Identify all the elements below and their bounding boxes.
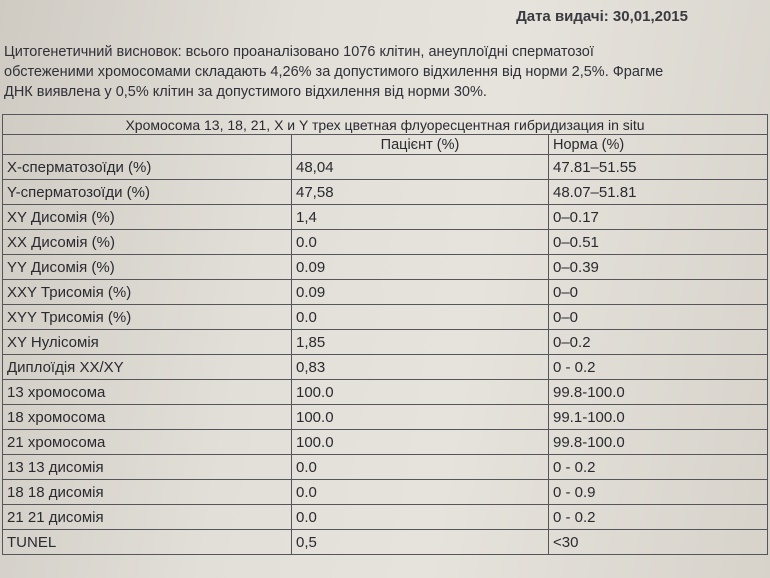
table-row — [3, 180, 768, 205]
table-row — [3, 430, 768, 455]
row-parameter: XXY Трисомія (%) — [3, 280, 292, 305]
row-parameter: Y-сперматозоїди (%) — [3, 180, 292, 205]
row-patient-value: 0.0 — [292, 480, 549, 505]
row-patient-value: 0,5 — [292, 530, 549, 555]
row-patient-value: 0.0 — [292, 455, 549, 480]
row-parameter: 21 21 дисомія — [3, 505, 292, 530]
row-norm-range: 0–0.2 — [549, 330, 768, 355]
table-row — [3, 155, 768, 180]
cytogenetic-conclusion — [4, 42, 770, 102]
row-norm-range: 47.81–51.55 — [549, 155, 768, 180]
row-patient-value: 0.09 — [292, 280, 549, 305]
row-norm-range: 0 - 0.9 — [549, 480, 768, 505]
row-norm-range: <30 — [549, 530, 768, 555]
row-patient-value: 100.0 — [292, 405, 549, 430]
issue-date: Дата видачі: 30,01,2015 — [516, 8, 688, 25]
row-patient-value: 0.09 — [292, 255, 549, 280]
row-norm-range: 99.8-100.0 — [549, 430, 768, 455]
table-row — [3, 455, 768, 480]
row-norm-range: 99.1-100.0 — [549, 405, 768, 430]
column-header-norm: Норма (%) — [549, 135, 768, 155]
table-row — [3, 380, 768, 405]
row-patient-value: 0.0 — [292, 305, 549, 330]
row-parameter: TUNEL — [3, 530, 292, 555]
row-norm-range: 0 - 0.2 — [549, 455, 768, 480]
row-norm-range: 0 - 0.2 — [549, 355, 768, 380]
row-norm-range: 0–0.51 — [549, 230, 768, 255]
row-parameter: 18 18 дисомія — [3, 480, 292, 505]
row-patient-value: 0,83 — [292, 355, 549, 380]
table-row — [3, 480, 768, 505]
table-title: Хромосома 13, 18, 21, X и Y трех цветная флуоресцентная гибридизация in situ — [3, 115, 768, 135]
table-row — [3, 355, 768, 380]
row-parameter: XY Дисомія (%) — [3, 205, 292, 230]
row-parameter: YY Дисомія (%) — [3, 255, 292, 280]
row-parameter: 18 хромосома — [3, 405, 292, 430]
row-patient-value: 48,04 — [292, 155, 549, 180]
conclusion-line-2: обстеженими хромосомами складають 4,26% за допустимого відхилення від норми 2,5%. Фрагме — [4, 64, 664, 80]
row-norm-range: 0 - 0.2 — [549, 505, 768, 530]
row-parameter: 13 13 дисомія — [3, 455, 292, 480]
table-row — [3, 330, 768, 355]
row-patient-value: 100.0 — [292, 380, 549, 405]
row-norm-range: 0–0.39 — [549, 255, 768, 280]
row-norm-range: 0–0.17 — [549, 205, 768, 230]
row-norm-range: 0–0 — [549, 305, 768, 330]
row-patient-value: 0.0 — [292, 230, 549, 255]
row-patient-value: 0.0 — [292, 505, 549, 530]
table-row — [3, 505, 768, 530]
table-row — [3, 205, 768, 230]
row-patient-value: 1,4 — [292, 205, 549, 230]
table-row — [3, 305, 768, 330]
table-title-row — [3, 115, 768, 135]
table-row — [3, 405, 768, 430]
table-row — [3, 255, 768, 280]
row-parameter: Диплоїдія XX/XY — [3, 355, 292, 380]
row-patient-value: 1,85 — [292, 330, 549, 355]
table-row — [3, 230, 768, 255]
row-parameter: X-сперматозоїди (%) — [3, 155, 292, 180]
table-row — [3, 530, 768, 555]
row-patient-value: 47,58 — [292, 180, 549, 205]
row-parameter: XYY Трисомія (%) — [3, 305, 292, 330]
column-header-patient: Пацієнт (%) — [292, 135, 549, 155]
row-parameter: XY Нулісомія — [3, 330, 292, 355]
row-parameter: 21 хромосома — [3, 430, 292, 455]
row-parameter: 13 хромосома — [3, 380, 292, 405]
row-norm-range: 0–0 — [549, 280, 768, 305]
column-header-parameter — [3, 135, 292, 155]
table-row — [3, 280, 768, 305]
row-parameter: XX Дисомія (%) — [3, 230, 292, 255]
row-norm-range: 48.07–51.81 — [549, 180, 768, 205]
row-patient-value: 100.0 — [292, 430, 549, 455]
table-header-row — [3, 135, 768, 155]
row-norm-range: 99.8-100.0 — [549, 380, 768, 405]
fish-results-table — [2, 114, 768, 555]
conclusion-line-1: Цитогенетичний висновок: всього проаналізовано 1076 клітин, анеуплоїдні сперматозої — [4, 44, 594, 60]
conclusion-line-3: ДНК виявлена у 0,5% клітин за допустимого відхилення від норми 30%. — [4, 84, 487, 100]
